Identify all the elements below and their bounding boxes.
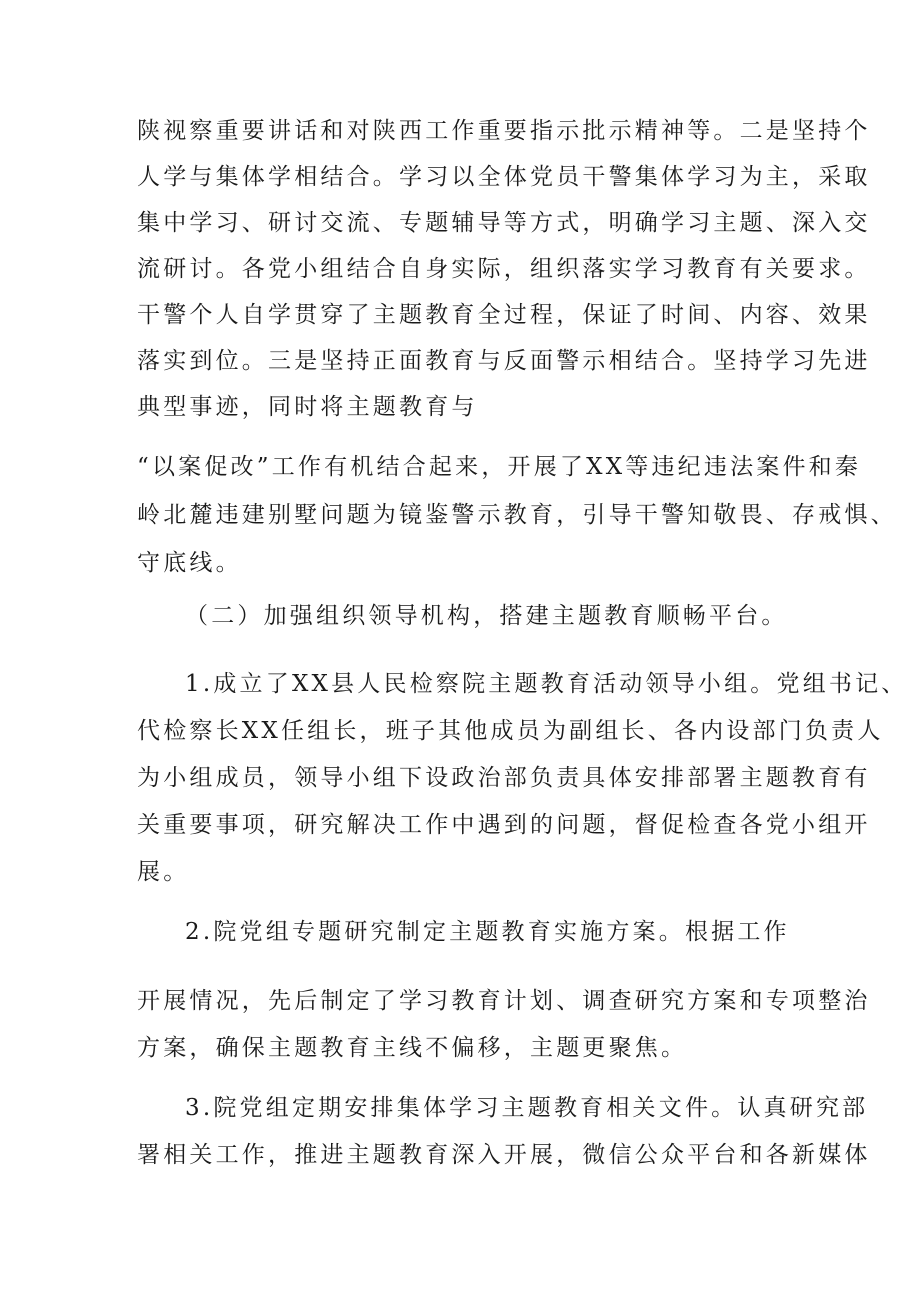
paragraph-line: 关重要事项，研究解决工作中遇到的问题，督促检查各党小组开 — [137, 812, 871, 838]
paragraph-line: 开展情况，先后制定了学习教育计划、调查研究方案和专项整治 — [137, 988, 871, 1014]
paragraph-line: 岭北麓违建别墅问题为镜鉴警示教育，引导干警知敬畏、存戒惧、 — [137, 502, 897, 528]
section-heading: （二）加强组织领导机构，搭建主题教育顺畅平台。 — [185, 603, 788, 629]
paragraph-line: 落实到位。三是坚持正面教育与反面警示相结合。坚持学习先进 — [137, 348, 871, 374]
paragraph-line: 方案，确保主题教育主线不偏移，主题更聚焦。 — [137, 1035, 688, 1061]
list-item-1-line: 1.成立了XX县人民检察院主题教育活动领导小组。党组书记、 — [185, 671, 908, 697]
paragraph-line: “以案促改”工作有机结合起来，开展了XX等违纪违法案件和秦 — [137, 454, 862, 480]
paragraph-line: 典型事迹，同时将主题教育与 — [137, 394, 478, 420]
paragraph-line: 干警个人自学贯穿了主题教育全过程，保证了时间、内容、效果 — [137, 302, 871, 328]
paragraph-line: 为小组成员，领导小组下设政治部负责具体安排部署主题教育有 — [137, 765, 871, 791]
list-item-2-line: 2.院党组专题研究制定主题教育实施方案。根据工作 — [185, 919, 790, 945]
paragraph-line: 代检察长XX任组长，班子其他成员为副组长、各内设部门负责人 — [137, 718, 884, 744]
paragraph-line: 守底线。 — [137, 550, 242, 576]
paragraph-line: 流研讨。各党小组结合自身实际，组织落实学习教育有关要求。 — [137, 256, 871, 282]
paragraph-line: 署相关工作，推进主题教育深入开展，微信公众平台和各新媒体 — [137, 1142, 871, 1168]
list-item-3-line: 3.院党组定期安排集体学习主题教育相关文件。认真研究部 — [185, 1095, 869, 1121]
paragraph-line: 集中学习、研讨交流、专题辅导等方式，明确学习主题、深入交 — [137, 210, 871, 236]
paragraph-line: 展。 — [137, 859, 190, 885]
paragraph-line: 陕视察重要讲话和对陕西工作重要指示批示精神等。二是坚持个 — [137, 118, 871, 144]
paragraph-line: 人学与集体学相结合。学习以全体党员干警集体学习为主，采取 — [137, 164, 871, 190]
